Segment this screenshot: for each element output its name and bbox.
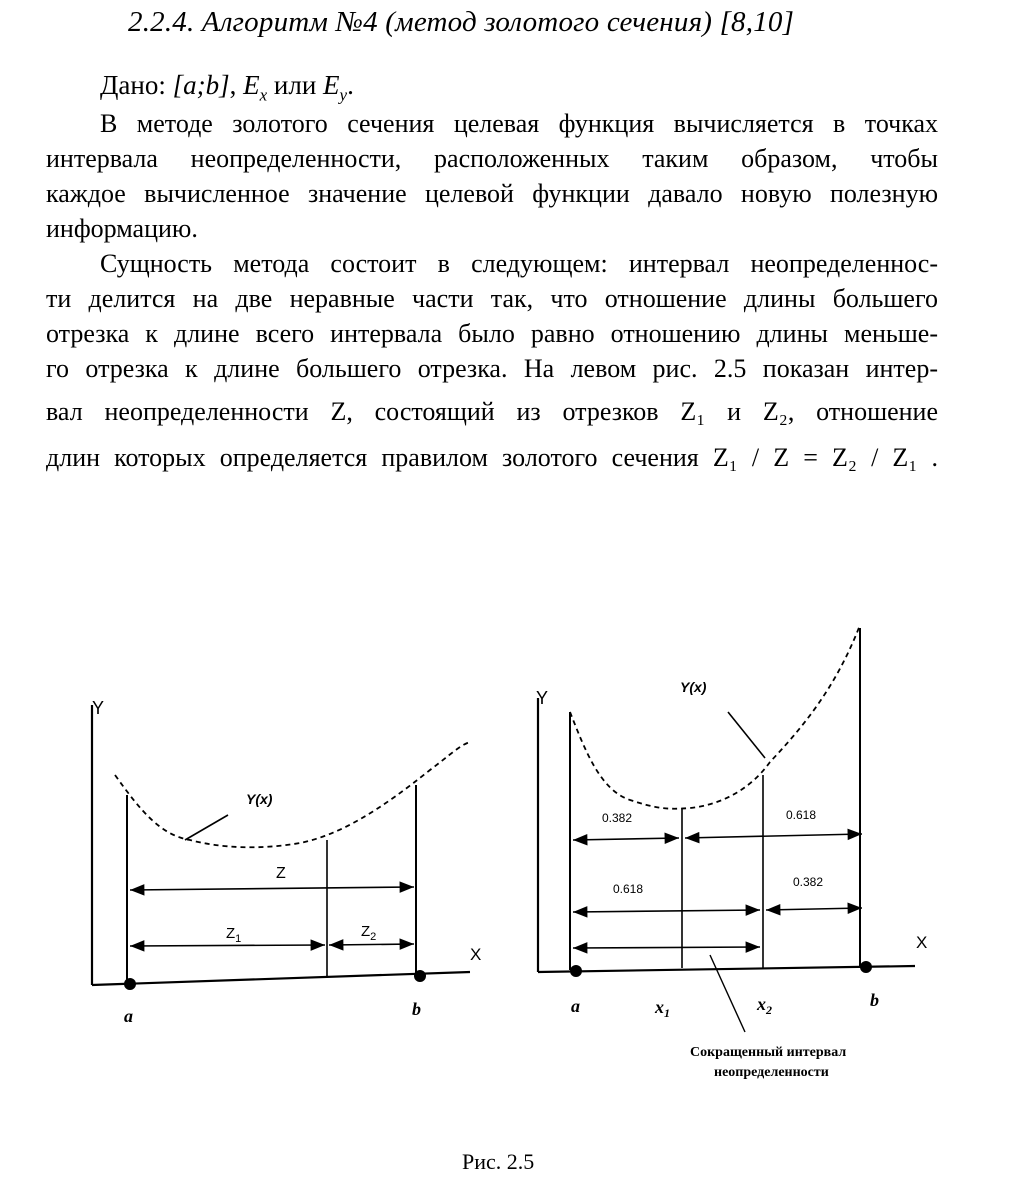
right-annotation-line-1: Сокращенный интервал	[690, 1045, 847, 1060]
right-ratio-mid-left: 0.618	[613, 882, 644, 896]
left-point-b-label: b	[412, 999, 421, 1019]
paragraph-line: отрезка к длине всего интервала было равно отношению длины меньше-	[46, 319, 938, 348]
left-point-b-dot	[414, 970, 426, 982]
right-annotation-line-2: неопределенности	[714, 1065, 829, 1080]
paragraph-line: го отрезка к длине большего отрезка. На левом рис. 2.5 показан интер-	[46, 354, 938, 383]
section-heading: 2.2.4. Алгоритм №4 (метод золотого сечения) [8,10]	[128, 6, 795, 38]
right-point-b-label: b	[870, 990, 879, 1010]
left-curve-label: Y(x)	[246, 791, 273, 807]
right-arrow-0382-top	[573, 838, 679, 840]
right-arrow-0618-top	[685, 834, 862, 838]
paragraph-line: каждое вычисленное значение целевой функции давало новую полезную	[46, 179, 938, 208]
paragraph-line: интервала неопределенности, расположенных таким образом, чтобы	[46, 144, 938, 173]
right-figure	[538, 625, 915, 1032]
left-z1-arrow	[130, 945, 325, 946]
right-x-axis-line	[538, 966, 915, 972]
right-reduced-interval-arrow	[573, 947, 760, 948]
left-curve-pointer	[185, 815, 228, 840]
left-x-axis-label: X	[470, 945, 482, 964]
figure-caption: Рис. 2.5	[462, 1149, 535, 1174]
right-curve-label: Y(x)	[680, 679, 707, 695]
right-point-a-dot	[570, 965, 582, 977]
given-ex: $E_x$	[243, 70, 268, 105]
given-prefix: Дано:	[100, 70, 166, 100]
paragraph-2	[46, 246, 938, 478]
paragraph-1	[46, 106, 938, 246]
right-annotation-pointer	[710, 955, 745, 1032]
left-point-a-label: a	[124, 1006, 133, 1026]
right-ratio-mid-right: 0.382	[793, 875, 824, 889]
right-curve-pointer	[728, 712, 765, 758]
right-ratio-top-left: 0.382	[602, 811, 633, 825]
given-ey: $E_y$	[323, 70, 348, 105]
left-z2-label: $Z_2$	[361, 923, 377, 943]
paragraph-line: В методе золотого сечения целевая функция вычисляется в точках	[100, 109, 938, 138]
right-arrow-0382-mid	[766, 908, 862, 910]
left-point-a-dot	[124, 978, 136, 990]
given-interval: [a;b]	[172, 70, 230, 100]
paragraph-line: ти делится на две неравные части так, что отношение длины большего	[46, 284, 938, 313]
right-point-b-dot	[860, 961, 872, 973]
right-arrow-0618-mid	[573, 910, 760, 912]
right-x-axis-label: X	[916, 933, 928, 952]
right-ratio-top-right: 0.618	[786, 808, 817, 822]
given-or: или	[273, 70, 317, 100]
right-point-x2-label: $x_2$	[757, 994, 772, 1017]
left-y-axis-label: Y	[92, 698, 105, 718]
left-z2-arrow	[329, 944, 414, 945]
paragraph-line: информацию.	[46, 214, 198, 243]
right-point-x1-label: $x_1$	[655, 997, 670, 1020]
left-figure	[92, 705, 470, 990]
given-statement: Дано: [a;b], $E_x$ или $E_y$.	[100, 70, 354, 105]
left-z1-label: $Z_1$	[226, 925, 242, 945]
right-y-axis-label: Y	[536, 688, 549, 708]
right-curve	[570, 625, 860, 809]
paragraph-line: Сущность метода состоит в следующем: интервал неопределеннос-	[100, 249, 938, 278]
left-z-label: Z	[276, 865, 286, 882]
paragraph-line: длин которых определяется правилом золотого сечения Z₁ / Z = Z₂ / Z₁ .	[46, 443, 938, 472]
right-point-a-label: a	[571, 996, 580, 1016]
left-z-arrow	[130, 887, 414, 890]
paragraph-line: вал неопределенности Z, состоящий из отрезков Z₁ и Z₂, отношение	[46, 397, 938, 426]
figure-2-5	[0, 560, 1015, 1120]
left-x-axis-line	[92, 972, 470, 985]
